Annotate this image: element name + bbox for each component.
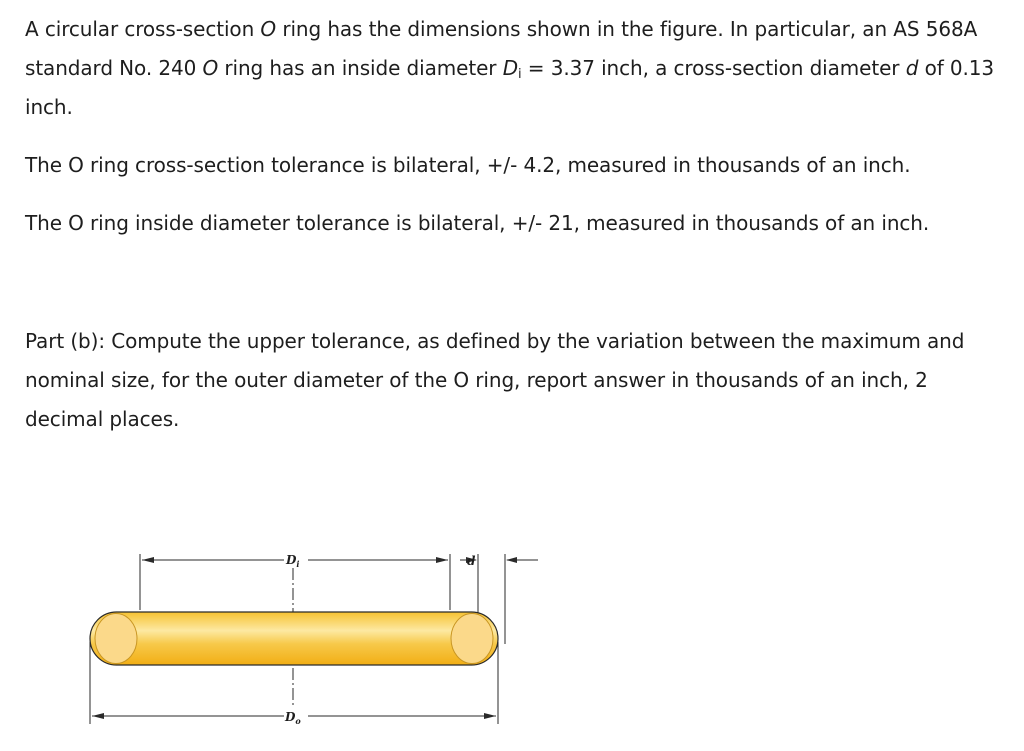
o-ring-right-end [451, 614, 493, 664]
intro-text-b: ring has the dimensions shown in the figure. In particular, an AS 568A standard No. 240 [25, 17, 978, 80]
o-ring-letter-2: O [202, 56, 219, 80]
paragraph-intro [25, 10, 1000, 127]
o-ring-letter: O [260, 17, 277, 41]
o-ring-figure [80, 538, 560, 738]
o-ring-left-end [95, 614, 137, 664]
paragraph-inside-diameter-tolerance: The O ring inside diameter tolerance is bilateral, +/- 21, measured in thousands of an inch. [25, 211, 930, 235]
intro-text-e: of 0.13 inch. [25, 56, 995, 119]
cross-section-symbol: d [905, 56, 919, 80]
intro-text-c: ring has an inside diameter [218, 56, 503, 80]
di-label: $D_i$ [286, 553, 300, 569]
di-arrow-left [142, 557, 154, 563]
d-arrow-right [506, 557, 517, 563]
do-arrow-right [484, 713, 496, 719]
do-arrow-left [92, 713, 104, 719]
paragraph-cross-section-tolerance: The O ring cross-section tolerance is bilateral, +/- 4.2, measured in thousands of an inch. [25, 153, 911, 177]
d-label: d [467, 554, 476, 568]
problem-text [25, 10, 1000, 439]
o-ring-body [90, 612, 498, 665]
di-arrow-right [436, 557, 448, 563]
intro-text-d: = 3.37 inch, a cross-section diameter [521, 56, 906, 80]
intro-text-a: A circular cross-section [25, 17, 261, 41]
o-ring-diagram [80, 538, 560, 738]
inside-diameter-symbol: D [502, 56, 518, 80]
do-label: $D_o$ [285, 710, 301, 726]
inside-diameter-subscript: i [518, 67, 522, 82]
paragraph-part-b-question: Part (b): Compute the upper tolerance, as defined by the variation between the maximum and nominal size, for the outer diameter of the O ring, report answer in thousands of an inch, 2 decimal places. [25, 329, 965, 431]
